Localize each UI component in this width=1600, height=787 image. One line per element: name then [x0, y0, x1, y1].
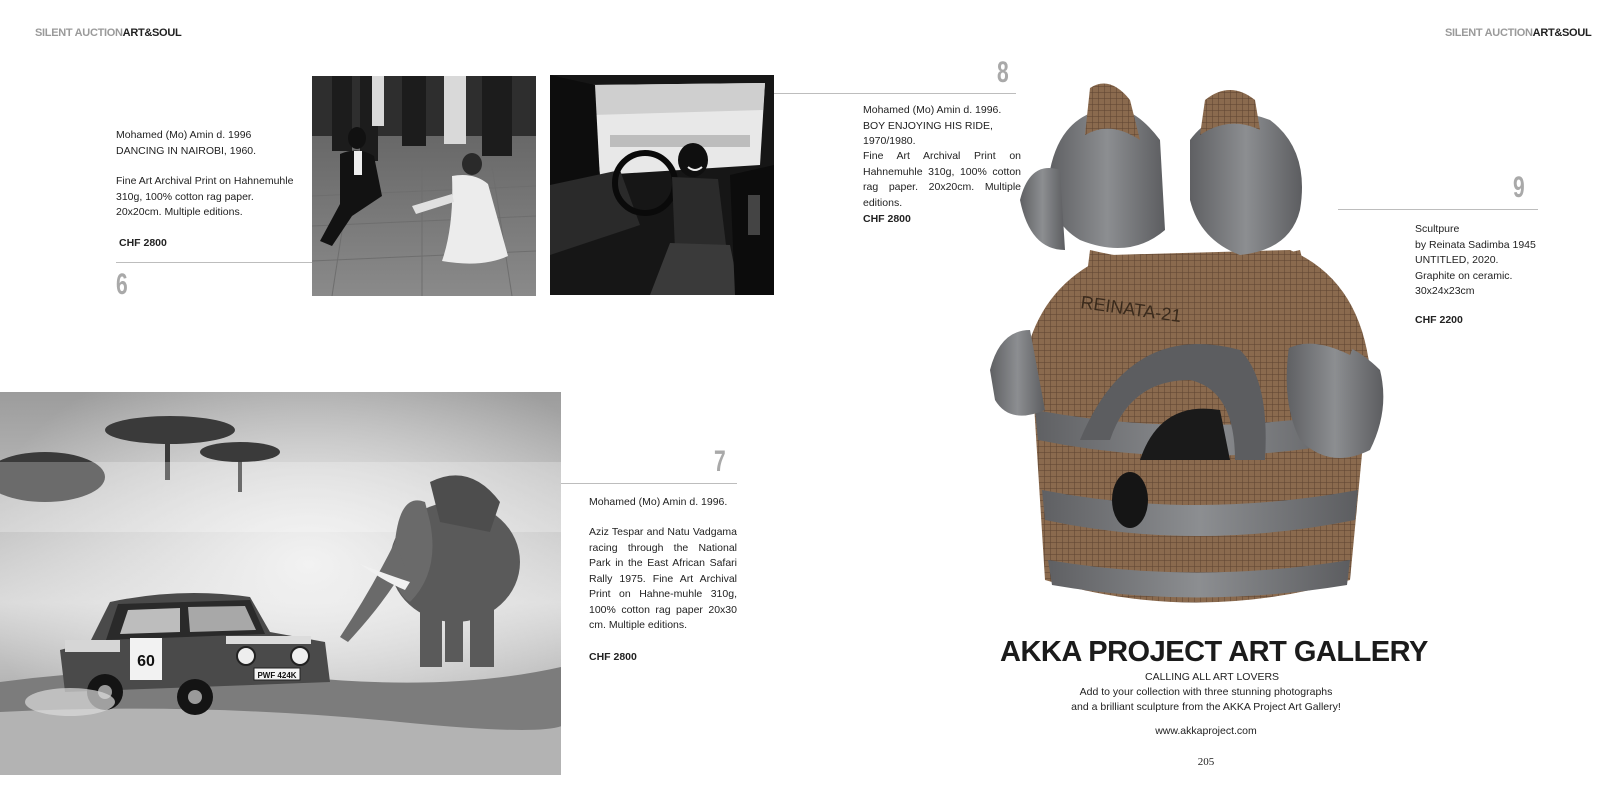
- lot-7-description: Aziz Tespar and Natu Vadgama racing through the National Park in the East African Safari Rally 1975. Fine Art Archival Print on Hahne-muhle 310g, 100% cotton rag paper 20x30 cm. Multiple editions.: [589, 526, 737, 631]
- lot-6-price-block: [119, 236, 167, 252]
- lot-7-caption: [589, 495, 737, 511]
- lot-9-dimensions: 30x24x23cm: [1415, 285, 1475, 297]
- lot-9-number: 9: [1513, 171, 1525, 204]
- car-plate: PWF 424K: [257, 671, 297, 680]
- lot-8-title: BOY ENJOYING HIS RIDE, 1970/1980.: [863, 119, 993, 147]
- running-header-light: SILENT AUCTION: [35, 27, 123, 39]
- page-number: 205: [1197, 756, 1215, 768]
- lot-6-rule: [116, 262, 312, 263]
- lot-9-medium: Graphite on ceramic.: [1415, 269, 1513, 282]
- lot-6-artist: Mohamed (Mo) Amin d. 1996: [116, 129, 252, 141]
- gallery-line-2: and a brilliant sculpture from the AKKA Project Art Gallery!: [1071, 701, 1341, 713]
- lot-9-caption: [1415, 222, 1545, 300]
- lot-8-price-block: [863, 212, 911, 228]
- lot-9-price-block: [1415, 313, 1463, 329]
- running-header-light: SILENT AUCTION: [1445, 27, 1533, 39]
- car-number: 60: [137, 653, 155, 670]
- lot-8-artist: Mohamed (Mo) Amin d. 1996.: [863, 104, 1002, 116]
- lot-6-title: DANCING IN NAIROBI, 1960.: [116, 144, 257, 157]
- lot-7-artist: Mohamed (Mo) Amin d. 1996.: [589, 496, 728, 508]
- lot-8-rule: [774, 93, 1016, 94]
- sculpture-inscription: REINATA-21: [1079, 292, 1183, 327]
- running-header-dark: ART&SOUL: [1532, 27, 1592, 39]
- lot-9-type: Scultpure: [1415, 223, 1460, 235]
- lot-9-title: UNTITLED, 2020.: [1415, 254, 1499, 266]
- lot-7-description-block: [589, 525, 737, 634]
- lot-6-medium: Fine Art Archival Print on Hahnemuhle 310g, 100% cotton rag paper. 20x20cm. Multiple editions.: [116, 175, 294, 218]
- running-header-left: [35, 27, 181, 39]
- lot-7-number: 7: [714, 445, 726, 478]
- gallery-line-1: Add to your collection with three stunning photographs: [1079, 686, 1333, 698]
- lot-8-medium: Fine Art Archival Print on Hahnemuhle 310g, 100% cotton rag paper. 20x20cm. Multiple editions.: [863, 150, 1021, 209]
- lot-6-caption: [116, 128, 298, 159]
- lot-8-price: CHF 2800: [863, 213, 911, 225]
- gallery-subtitle: CALLING ALL ART LOVERS: [1145, 671, 1280, 683]
- lot-6-number: 6: [116, 268, 128, 301]
- lot-9-artist: by Reinata Sadimba 1945: [1415, 238, 1536, 251]
- dancing-photo: [312, 76, 536, 296]
- lot-8-number: 8: [997, 56, 1009, 89]
- lot-6-medium-block: [116, 174, 298, 221]
- safari-rally-photo: [0, 392, 561, 775]
- running-header-right: [1445, 27, 1591, 39]
- lot-9-price: CHF 2200: [1415, 314, 1463, 326]
- lot-7-price: CHF 2800: [589, 651, 637, 663]
- gallery-title: AKKA PROJECT ART GALLERY: [1000, 636, 1428, 668]
- boy-car-photo: [550, 75, 774, 295]
- lot-9-rule: [1338, 209, 1538, 210]
- lot-7-price-block: [589, 650, 637, 666]
- lot-7-rule: [561, 483, 737, 484]
- running-header-dark: ART&SOUL: [122, 27, 182, 39]
- lot-6-price: CHF 2800: [119, 237, 167, 249]
- gallery-url[interactable]: www.akkaproject.com: [1155, 725, 1257, 737]
- sculpture-image: [990, 80, 1400, 616]
